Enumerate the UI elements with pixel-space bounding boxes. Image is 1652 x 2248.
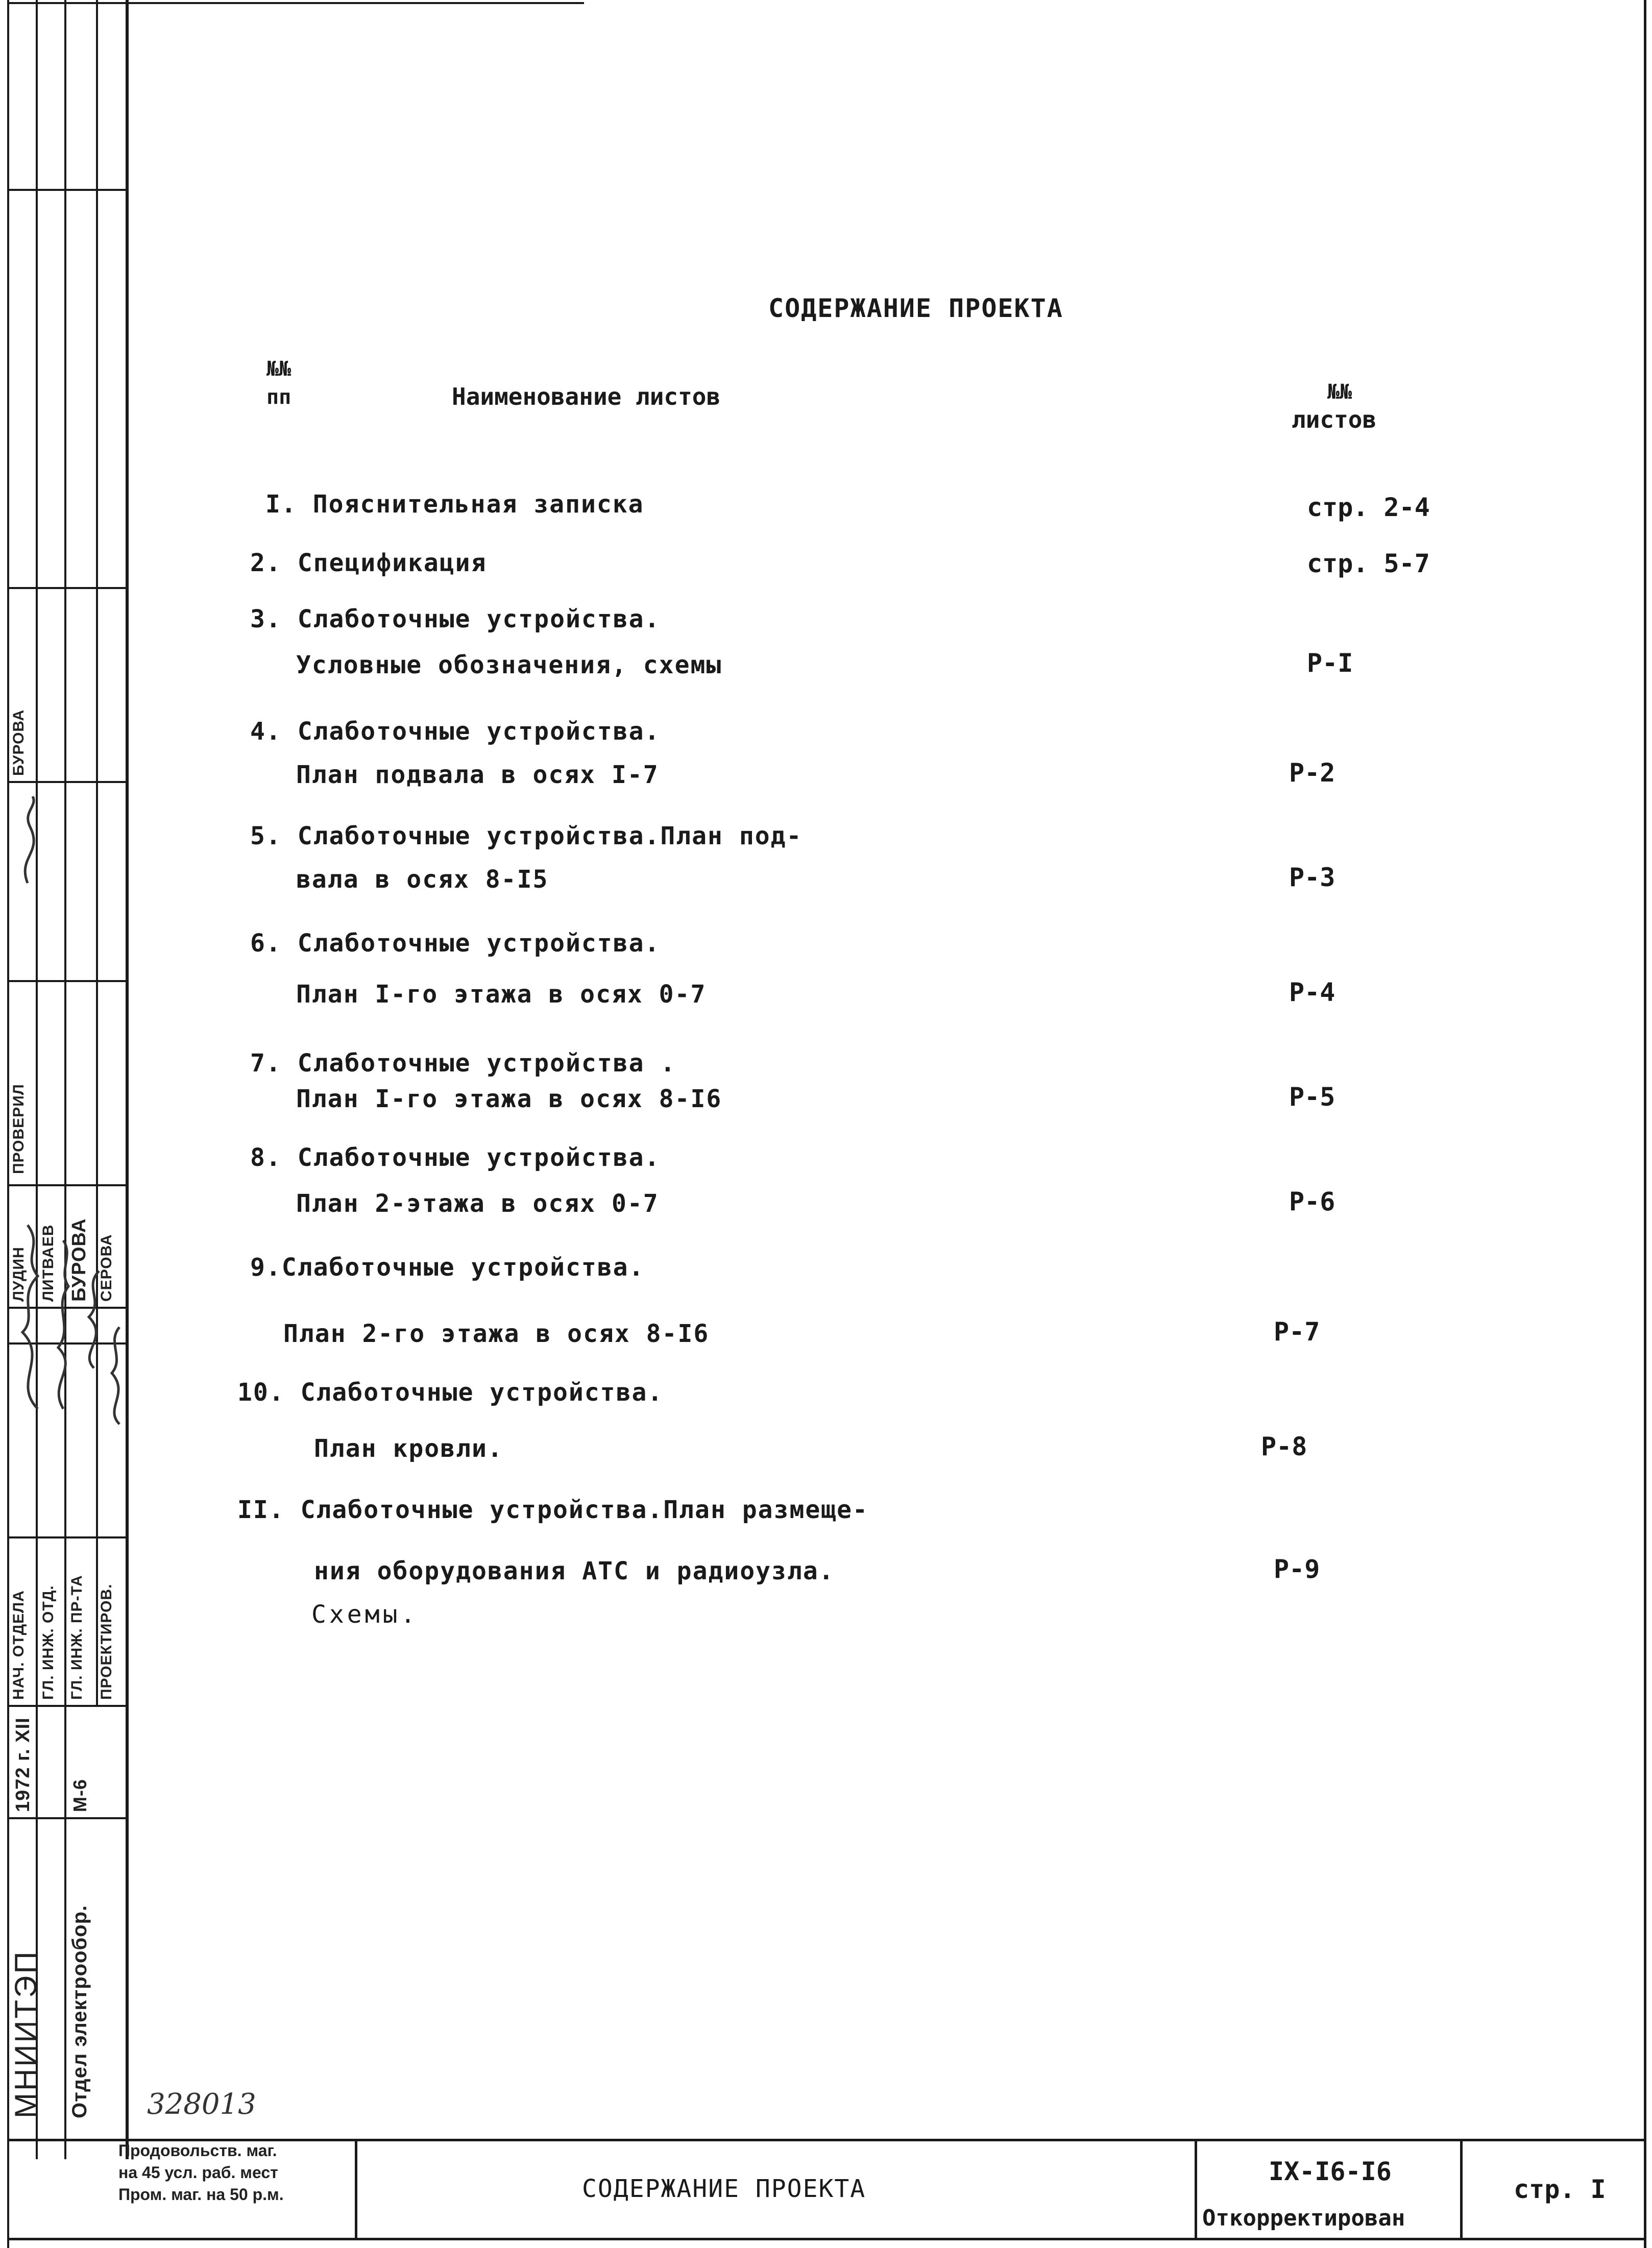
signatures: [7, 796, 126, 1542]
archive-number: 328013: [147, 2088, 256, 2121]
stamp-row-line-3: [7, 781, 126, 783]
frame-right: [1644, 0, 1646, 2248]
entry-11-line-1: II. Слаботочные устройства.План размеще-: [237, 1496, 868, 1524]
stamp-code: М-6: [69, 1779, 90, 1812]
entry-10-line-2: План кровли.: [314, 1434, 503, 1463]
entry-6-line-1: 6. Слаботочные устройства.: [250, 929, 661, 958]
stamp-role-1: НАЧ. ОТДЕЛА: [10, 1590, 27, 1700]
entry-5-line-1: 5. Слаботочные устройства.План под-: [250, 822, 803, 850]
stamp-name-1: ЛУДИН: [10, 1247, 27, 1302]
entry-11-sheet: Р-9: [1274, 1554, 1320, 1584]
entry-7-sheet: Р-5: [1289, 1082, 1335, 1112]
entry-1-line-1: I. Пояснительная записка: [265, 490, 644, 519]
entry-4-line-2: План подвала в осях I-7: [296, 761, 659, 789]
col-sheets-header-2: листов: [1292, 406, 1377, 433]
entry-9-sheet: Р-7: [1274, 1317, 1320, 1347]
entry-4-sheet: Р-2: [1289, 758, 1335, 788]
entry-6-line-2: План I-го этажа в осях 0-7: [296, 980, 707, 1009]
titleblock-project-code: IX-I6-I6: [1269, 2157, 1392, 2186]
entry-6-sheet: Р-4: [1289, 978, 1335, 1007]
stamp-row-line-1: [7, 189, 126, 191]
titleblock-col-1: [355, 2139, 357, 2240]
stamp-check-name: БУРОВА: [10, 709, 27, 776]
entry-11-line-3: Схемы.: [311, 1600, 419, 1629]
document-title: СОДЕРЖАНИЕ ПРОЕКТА: [768, 294, 1063, 323]
col-name-header: Наименование листов: [452, 383, 721, 410]
titleblock-object-line-2: на 45 усл. раб. мест: [118, 2163, 278, 2182]
entry-3-line-1: 3. Слаботочные устройства.: [250, 605, 661, 633]
stamp-name-3: БУРОВА: [68, 1218, 90, 1302]
stamp-role-3: ГЛ. ИНЖ. ПР-ТА: [68, 1575, 85, 1700]
stamp-name-2: ЛИТВАЕВ: [40, 1224, 57, 1302]
frame-bottom: [7, 2238, 1646, 2240]
entry-8-line-2: План 2-этажа в осях 0-7: [296, 1189, 659, 1218]
titleblock-object-line-1: Продовольств. маг.: [118, 2141, 277, 2160]
titleblock-document-title: СОДЕРЖАНИЕ ПРОЕКТА: [582, 2174, 866, 2203]
frame-top-stub: [7, 2, 584, 4]
col-sheets-header-1: №№: [1327, 380, 1352, 404]
stamp-row-line-2: [7, 587, 126, 589]
stamp-check-role: ПРОВЕРИЛ: [10, 1084, 27, 1174]
entry-10-sheet: Р-8: [1261, 1432, 1307, 1461]
stamp-row-line-10: [7, 1817, 126, 1819]
entry-7-line-1: 7. Слаботочные устройства .: [250, 1049, 676, 1078]
entry-10-line-1: 10. Слаботочные устройства.: [237, 1378, 664, 1407]
stamp-organization: МНИИТЭП: [9, 1949, 43, 2118]
entry-1-sheet: стр. 2-4: [1307, 493, 1430, 522]
frame-left-inner: [126, 0, 129, 2159]
stamp-role-4: ПРОЕКТИРОВ.: [98, 1583, 115, 1700]
entry-8-line-1: 8. Слаботочные устройства.: [250, 1143, 661, 1172]
entry-2-sheet: стр. 5-7: [1307, 549, 1430, 578]
stamp-department: Отдел электрообор.: [68, 1904, 91, 2118]
titleblock-page: стр. I: [1514, 2174, 1606, 2204]
titleblock-status: Откорректирован: [1202, 2205, 1405, 2231]
entry-4-line-1: 4. Слаботочные устройства.: [250, 717, 661, 746]
entry-2-line-1: 2. Спецификация: [250, 549, 487, 577]
entry-3-line-2: Условные обозначения, схемы: [296, 651, 722, 679]
stamp-name-4: СЕРОВА: [98, 1234, 115, 1302]
stamp-date: 1972 г. XII: [12, 1717, 34, 1812]
titleblock-object-line-3: Пром. маг. на 50 р.м.: [118, 2185, 284, 2204]
stamp-role-2: ГЛ. ИНЖ. ОТД.: [40, 1585, 57, 1700]
col-num-header-2: пп: [266, 385, 291, 409]
titleblock-col-2: [1195, 2139, 1197, 2240]
entry-5-sheet: Р-3: [1289, 863, 1335, 892]
entry-7-line-2: План I-го этажа в осях 8-I6: [296, 1085, 722, 1113]
stamp-row-line-9: [7, 1705, 126, 1707]
entry-5-line-2: вала в осях 8-I5: [296, 865, 549, 894]
entry-9-line-2: План 2-го этажа в осях 8-I6: [283, 1320, 710, 1348]
titleblock-col-3: [1460, 2139, 1463, 2240]
entry-3-sheet: Р-I: [1307, 648, 1353, 678]
col-num-header-1: №№: [266, 357, 291, 381]
entry-9-line-1: 9.Слаботочные устройства.: [250, 1253, 645, 1282]
entry-11-line-2: ния оборудования АТС и радиоузла.: [314, 1557, 835, 1585]
entry-8-sheet: Р-6: [1289, 1187, 1335, 1216]
